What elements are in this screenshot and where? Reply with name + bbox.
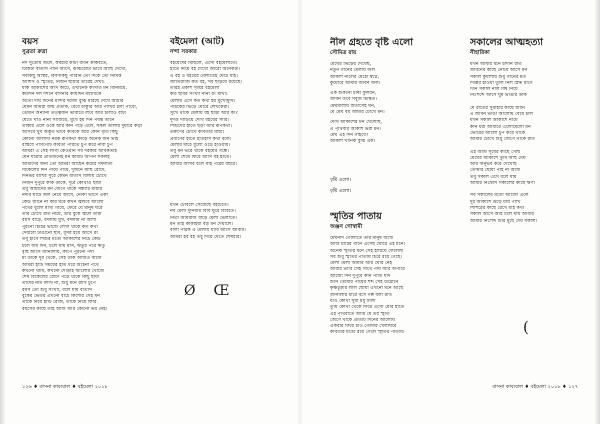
poem-line: আকাশ খানিক বুঝি এক। bbox=[330, 139, 376, 145]
stanza bbox=[470, 150, 578, 188]
poem-line: যাক আকাশের আস কাটে, ওখানেক কাসাত মন বিনিময়ে, bbox=[22, 86, 127, 92]
poem-line: যখন সকাল আকাশে নামে bbox=[470, 118, 518, 124]
poem-line: জীবন তবে সবুজ চিন্তিত। bbox=[330, 97, 377, 103]
stanza bbox=[330, 120, 450, 145]
poem-line: আবার ভাবি সেই সাথে পায় আর অপারে bbox=[330, 267, 405, 273]
poem-line: হাতে নিয়ে বই দেখো আরো অনেকটা। bbox=[170, 67, 241, 73]
poem-line: কুমোরে আমার জীবন জল। bbox=[330, 80, 381, 86]
poem-line: আসবে খুব অদ্ভুত ভাবে কবিকে আর কোন ধৃতি কিছু bbox=[22, 130, 118, 136]
poem-line: কেউ জানে না কার ঘরে কখন জ্বলবে আলো bbox=[22, 199, 104, 205]
poem-title: স্মৃতির পাতায় bbox=[330, 211, 382, 222]
poem-boimela bbox=[170, 36, 288, 251]
poem-author: সৌমিত্র রায় bbox=[330, 50, 357, 56]
scan-glyphs bbox=[184, 281, 244, 301]
poem-line: সবকিছু অস্থির, বিবর্ণকিছু পারিনি তো দিকে তো নিমিত্ত bbox=[22, 73, 122, 79]
poem-line: পুরনো চিঠির ভাঁজে লেখা থাকে কত কথা bbox=[22, 224, 98, 230]
poem-line: আমাদের জন্য তো আমরা আছেন কর্মের সফলতা bbox=[22, 161, 113, 167]
poem-line: মেঘমালায় বাতাসেই ঘন, bbox=[330, 103, 376, 109]
poem-line: তাদের নাম লিখি না, শুধু মনে রাখি চুপে bbox=[22, 281, 96, 287]
poem-line: আমার চোখে শুধু জেগে থাকে রাত bbox=[470, 137, 535, 143]
poem-line: টিকিটা বাতাস পানি আসে, ঝাঝরোটা ভাবে আছি দেখো, bbox=[22, 67, 127, 73]
poem-line: কখনো থামি, কখনো দৌড়াই আলোর খোঁজে bbox=[22, 268, 105, 274]
poem-line: তোমার ছোঁয়া পাই না আজ bbox=[470, 168, 521, 174]
poem-line: যখন আমার মনে চাঁদনি রাত bbox=[470, 62, 522, 67]
poem-line: নির্জন দুপুরে কাক ডাকে, দূরে কোথাও ছায়া bbox=[22, 180, 102, 186]
poem-line: বয়স বাড়ে, বদলায় মুখ, বদলায় না আশা bbox=[22, 218, 97, 224]
poem-line: এই পৃথিবীতে আমি যে তব স্মৃতি bbox=[330, 311, 390, 317]
poem-line: যখন টেবিলে সেজেছে বইটিতে। bbox=[170, 203, 229, 209]
poem-line: মেলা মেলা আমার আর ঘোর নেই bbox=[330, 261, 393, 267]
poem-line: একবার ফিরে চাও তোমার খেলাঘরে bbox=[330, 324, 397, 330]
poem-line: নদীর ঘাটে জল নেমে আসে, নৌকা ভাসে একা bbox=[22, 193, 108, 199]
stanza bbox=[330, 91, 450, 116]
poem-line: আশিস ও স্মৃতির, নির্জন ছায়ার তারেই দেখা। bbox=[22, 79, 105, 85]
poem-body bbox=[170, 61, 288, 241]
poem-line: আবার আসব বলে যাই পরের বছরে। bbox=[170, 161, 237, 167]
poem-line: দেয়ালে টাঙানো ছবি, ধূসর হয়ে আসে রং bbox=[22, 231, 99, 237]
poem-line: জেগে থাকে প্রতিটি দিনের আলোয় bbox=[330, 317, 395, 323]
poem-line: তবু আমাদের মন জেগে থাকে সন্ধ্যার মায়ায় bbox=[22, 186, 103, 192]
poem-author: অঞ্জন গোস্বামী bbox=[330, 224, 363, 230]
poem-line: এক শুকনো চাষী ফুলবন, bbox=[330, 91, 377, 97]
poem-smritir-patay bbox=[330, 211, 450, 343]
poem-line: বইয়েদের মিছিলে, এসো বইমেলাতে। bbox=[170, 61, 238, 66]
glyph-o-slash: Ø bbox=[184, 283, 196, 299]
poem-line: আমরা হাঁটি সময়ের হাত ধরে অচেনা পথে bbox=[22, 262, 99, 268]
poem-line: জীবনের কাছে নোয়ে আসে মন bbox=[470, 68, 528, 74]
poem-line: বয়সের কাছে তাই আজ আর কোনো ভয় নেই। bbox=[22, 306, 108, 312]
page-footer-right: বাসনা কাব্যবাল ♦ বইমেলা ২০১৮ ♦ ১২৭ bbox=[492, 384, 578, 390]
poem-line: আমরা হব বই তবু দিয়ে যেতে শেষবার। bbox=[170, 234, 242, 240]
poem-line: মেঘের ভিড়ের দেখেছ, bbox=[330, 62, 372, 67]
poem-line: কৃষ্ণচূড়ার লাল ছোঁয়া এখনো মনে আছে bbox=[330, 286, 404, 292]
scan-glyph-paren: ( bbox=[523, 318, 529, 336]
poem-author: নীহারিকা bbox=[470, 50, 490, 56]
poem-line: দুদণ্ড দাঁড়িয়ে দেখি বইয়ের সারি। bbox=[170, 117, 230, 123]
poem-line: নতুন গানের মেলায় জল bbox=[330, 68, 376, 74]
poem-line: সব শুধু স্মৃতির পাতায় চিরে রয়ে গেছে। bbox=[330, 254, 403, 260]
poem-line: পাঠকের ভিড়ে ঘোরে লেখকেরা। bbox=[170, 105, 230, 111]
poem-title: সকালের আত্মহত্যা bbox=[470, 37, 543, 48]
poem-line: মেঘের আকাশে তুমি আছ মেঘ bbox=[470, 155, 526, 161]
poem-line: তাকার এলে ওকে আর কান পড়ে এলে, সকল তালার দুয়ারে কড়া bbox=[22, 123, 143, 129]
poem-line: মন তাই কাকাইয়া বড় মন দেয়ালে। bbox=[170, 221, 233, 227]
poem-body bbox=[330, 62, 450, 146]
poem-line: অনেক স্মৃতির মনে সেই হারিয়ে ফেলেছি bbox=[330, 248, 404, 254]
poem-line: তার চোখে রাত নামে, তার বুকে জ্বলে তারা bbox=[22, 212, 102, 218]
poem-title: নীল গ্রহতে বৃষ্টি এলো bbox=[330, 37, 414, 48]
poem-line: যে রাতের সুরাহার কাছে জানি bbox=[470, 105, 525, 111]
poem-author: সুব্রতা রুদ্রা bbox=[22, 49, 48, 55]
book-spine bbox=[297, 0, 303, 424]
poem-line: নিঃশব্দে আসে ঘুম ভাঙার ডাক bbox=[470, 93, 527, 99]
poem-line: তরুণের চোখে কবিতার মায়া। bbox=[170, 130, 225, 136]
stanza bbox=[330, 175, 410, 196]
poem-line: আমরা এ সেই লাগা কেওয়ান সব দরকার আবকতাই bbox=[22, 149, 117, 155]
poem-line: সব সকালের মতো আজো এলে bbox=[470, 193, 529, 199]
poem-title: বইমেলা (আট) bbox=[170, 37, 225, 47]
poem-line: আমার নিঃশ্বাস সকালের কাছে ঋণী bbox=[470, 181, 535, 187]
poem-sokaler-atmohotya bbox=[470, 37, 578, 232]
poem-refrain bbox=[330, 175, 410, 199]
poem-line: আজ মাটির গানে এসেছ ঘোরে এই মনে। bbox=[330, 242, 406, 248]
poem-line: বুকের ভেতর এখনো বাঁচে কিশোর সেই মন bbox=[22, 293, 100, 299]
stanza bbox=[470, 193, 578, 224]
poem-line: দিল্লির হাওয়া তুলি নিল স্নিগ্ধ রাগে bbox=[470, 80, 533, 86]
poem-line: কর্মদিন দল দর্শনে বাসনার কার্যদিন মধ্যবিত্তে bbox=[22, 92, 102, 98]
poem-line: দিনভর বাঁশির সুরে কেমন বাতাস বিলায় চোখে bbox=[22, 174, 107, 180]
stanza bbox=[170, 61, 288, 168]
poem-line: মা ডাকে দূর থেকে, সেই ডাক আজও বাজে bbox=[22, 256, 102, 262]
poem-line: চলে যায় দিন, চলে যায় মাস, ঋতুর পরে ঋতু bbox=[22, 243, 106, 249]
poem-line: নিত্য আমরাজ বাড়ে মেলা ভেলাতে। bbox=[170, 215, 238, 221]
poem-line: শিশুদের হাতে ছড়া আর রূপকথা। bbox=[170, 123, 232, 129]
poem-line: বয়স তো শুধু সংখ্যা, বলে যায় বাতাস bbox=[22, 287, 92, 293]
poem-boyos bbox=[22, 36, 150, 326]
poem-line: পথের ধুলো মাখা গায়ে, ফেরে যে মানুষ ঘরে bbox=[22, 205, 103, 211]
poem-line: মেলায় এসে কত কথা হয় মুখোমুখি। bbox=[170, 98, 236, 104]
poem-line: বৃষ্টি এলো। bbox=[330, 187, 352, 194]
poem-line: শিশিরের কাছে রেখে যাই কথা bbox=[470, 205, 525, 211]
poem-line: কত ছবির সংখ্যা নানা রং মাখা। bbox=[170, 92, 228, 98]
poem-line: দেখি আকাশের মন খেলেছি, bbox=[330, 120, 383, 126]
scan-edge-left bbox=[0, 0, 6, 424]
poem-line: নব মেলা দুনিয়ার বিবি ঘুরে বিবিতে। bbox=[170, 209, 236, 215]
stanza bbox=[170, 203, 288, 241]
stanza bbox=[470, 62, 578, 100]
poem-line: মেলা শেষে ফিরে আসি বই হাতে। bbox=[170, 155, 232, 161]
poem-line: বাস্তবে পাসপোর্ট কবিতা পারতে চুপ করে নাবা চুপ bbox=[22, 142, 113, 148]
poem-line: যে মেঘ বয় আমার চোখে মন। bbox=[330, 110, 385, 116]
poem-line: তাকে নিয়ে হাঁটি রোজ, তাকে নিয়ে ফিরি bbox=[22, 300, 97, 306]
poem-line: যেমন আমরা জন্ম প্রতীক, বেঁধে চাকুরি আর পাখির চলা পাবো, bbox=[22, 105, 138, 111]
poem-line: তবু সকাল এসে বলে যায় bbox=[470, 174, 517, 180]
poem-line: এ বই ও বইয়ের মেলাতেই ঘেঁটে যাই। bbox=[170, 73, 238, 79]
poem-body bbox=[330, 236, 450, 337]
poem-line: জানালার ধারে বসে গল্প বলা রাত bbox=[330, 292, 392, 298]
poem-line: এ জীবন ভাঙা আলোয় বেঁধে চলি bbox=[470, 112, 533, 118]
poem-line: এ পৃথিবীর আকাশ ভরা মন। bbox=[330, 126, 382, 132]
poem-line: যেন যাত্রীর প্রতিজনেই মন কবিটি আপন সকলই bbox=[22, 155, 110, 161]
poem-line: আর অনুভব করে দেখেছি bbox=[470, 162, 517, 168]
poem-line: জাতিরাজি কত বই, সব ছড়িয়ে রয়েছে। bbox=[170, 79, 243, 85]
stanza bbox=[22, 61, 150, 313]
poem-line: কান ধরা আঁধারে এলোমেলো মন bbox=[470, 124, 531, 130]
poem-line: তিন সকাল নীল বিষ নিয়ে bbox=[470, 87, 518, 93]
poem-line: বৃষ্টি এলো। bbox=[330, 177, 352, 183]
poem-line: ভোরের আলো চুপ করে থাকে bbox=[470, 130, 525, 136]
poem-body bbox=[470, 62, 578, 225]
page-footer-left: ১২৬ ♦ বাসনা কাব্যবাল ♦ বইমেলা ২০১৮ bbox=[22, 384, 108, 390]
poem-line: অতো দীর্ঘ দিনের মন্দির দরজা বুঝি মারছে দেখে আচার bbox=[22, 98, 124, 104]
stanza bbox=[330, 62, 450, 87]
poem-line: তেমনি অন্যান্য তত্ত্বজন ভাবাতে লবে আর চালাও বাটা bbox=[22, 111, 127, 117]
poem-line: দূর আকাশে উড়ে যায় পাখি bbox=[470, 199, 521, 205]
poem-line: কোনো আলাদা নরক রূপকথা কাড়ে অনেক জন ভাই bbox=[22, 136, 119, 142]
poem-line: মেঘনাদ গোলাতে তার মানুষ জন্মে bbox=[330, 236, 393, 241]
poem-line: বৃষ্টি আসে জানালায়, কাঁপে পুরনো পর্দা bbox=[22, 249, 94, 255]
poem-line: মেঘ এই দিন গাইবে? bbox=[330, 132, 369, 138]
glyph-oe: Œ bbox=[213, 283, 230, 299]
poem-line: বালা পাঠক এ মেলায় যাবি আসে আবার। bbox=[170, 228, 246, 234]
poem-line: শেষ বিকেলের রোদে পড়ে থাকে কিছু ছায়া bbox=[22, 275, 100, 281]
poem-line: যেতে খাও নানা সাজিয়ে, মুখে হয় দিন পর্যন্ত তানে bbox=[22, 117, 115, 123]
poem-line: কবিতার মতো রয়ে গেলে স্মৃতির পাতায়। bbox=[330, 330, 405, 336]
poem-line: যাও কোথা সুধা মধু ঢালা bbox=[330, 298, 376, 304]
poem-line: নদ সুতোয় জলে, কবরীর কাঁটা বাঁধন কাকবতে, bbox=[22, 61, 108, 66]
poem-line: আজো দিন দুপুরে কান পাতি যদি bbox=[330, 273, 391, 279]
scan-edge-right bbox=[594, 0, 600, 424]
stanza bbox=[330, 236, 450, 337]
poem-line: আমার নিঃশব্দ চিঠি মুছে দেয় সকাল। bbox=[470, 218, 538, 224]
poem-line: বিকেলের দিন পায়ে পায়ে, দুজনে আছ রোদে, bbox=[22, 168, 106, 174]
poem-body bbox=[22, 61, 150, 313]
poem-line: প্রবীণের হাতে ইতিহাস কথা বলে। bbox=[170, 136, 232, 142]
poem-line: তবু হাসে শিশুর মতো আকাশের নিচে কেউ bbox=[22, 237, 101, 243]
poem-line: তুমি কোথা থেকে ফিরে এসো মোর হাতে bbox=[330, 305, 405, 311]
poem-line: আকাশ নীলের মেঠো স্বপ্নে, bbox=[330, 74, 380, 80]
poem-line: এই আমি সূর্যের কাছে গেছি bbox=[470, 149, 521, 155]
stanza bbox=[470, 106, 578, 144]
poem-title: বয়স bbox=[22, 37, 39, 47]
poem-line: তবু মন ভরে থাকে বইয়ের গন্ধে। bbox=[170, 149, 230, 155]
poem-nil-grohote bbox=[330, 37, 450, 152]
poem-line: সকাল আসে আর চলে যায় আবার bbox=[470, 212, 534, 218]
poem-line: তারই প্রকাশ সৃষ্টির বইমেলা bbox=[170, 86, 220, 92]
poem-line: শুনি তোমার পায়ের শব্দ সেই উঠোনে bbox=[330, 280, 399, 286]
poem-author: নন্দা সরকার bbox=[170, 49, 197, 55]
poem-line: মেলার মাঠে ধুলো ওড়ে হাওয়ায়। bbox=[170, 142, 231, 148]
poem-line: সুখে থাকে মেলায় বই ছাড়া আর কী? bbox=[170, 111, 238, 117]
poem-line: সকাল কুয়াশায় শুধু গানের মত bbox=[470, 74, 526, 80]
